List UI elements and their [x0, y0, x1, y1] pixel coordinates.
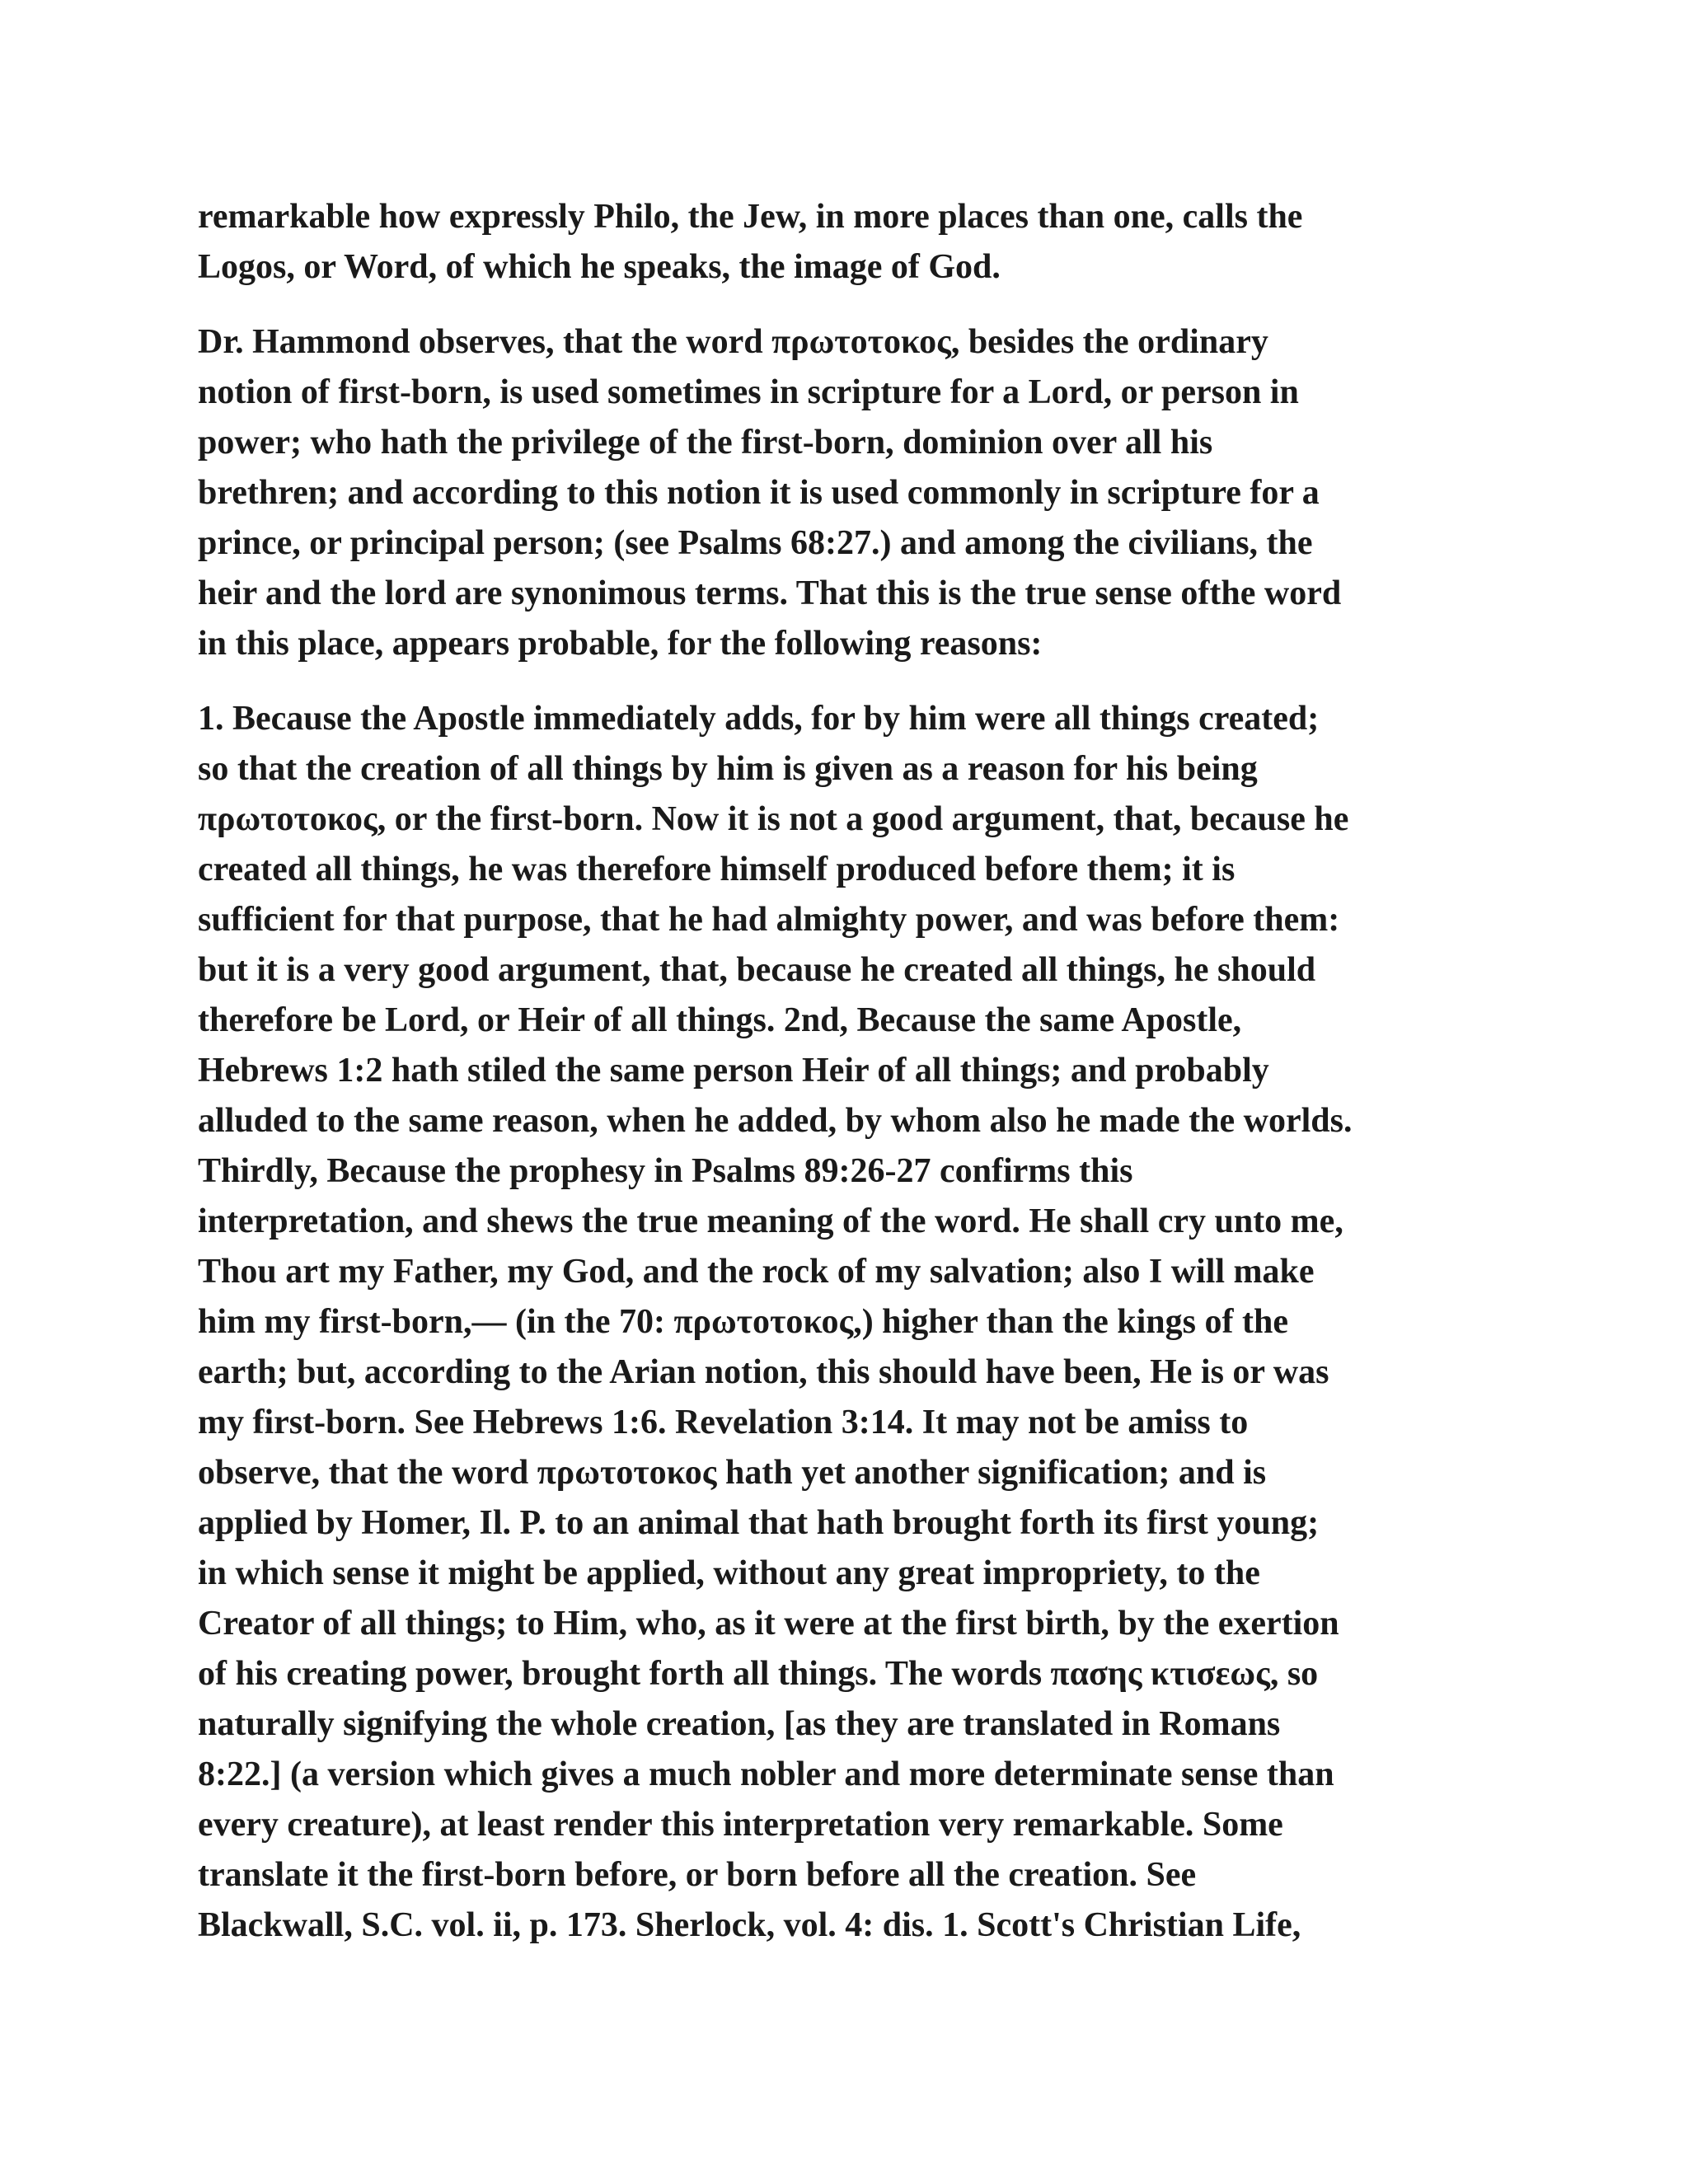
text-line: remarkable how expressly Philo, the Jew, in more places than one, calls the: [198, 198, 1303, 236]
text-line: observe, that the word πρωτοτοκος hath yet another signification; and is: [198, 1454, 1267, 1492]
paragraph-gap: [198, 669, 1492, 694]
text-line: every creature), at least render this interpretation very remarkable. Some: [198, 1806, 1283, 1844]
text-line: Logos, or Word, of which he speaks, the image of God.: [198, 248, 1001, 286]
paragraph-gap: [198, 293, 1492, 317]
text-line: Creator of all things; to Him, who, as it were at the first birth, by the exertion: [198, 1605, 1339, 1643]
text-line: Thou art my Father, my God, and the rock of my salvation; also I will make: [198, 1253, 1315, 1291]
text-line: my first-born. See Hebrews 1:6. Revelation 3:14. It may not be amiss to: [198, 1404, 1249, 1441]
text-line: notion of first-born, is used sometimes in scripture for a Lord, or person in: [198, 373, 1299, 411]
text-line: applied by Homer, Il. P. to an animal that hath brought forth its first young;: [198, 1504, 1320, 1542]
paragraph-3: [198, 694, 1492, 1951]
text-line: brethren; and according to this notion it is used commonly in scripture for a: [198, 474, 1320, 512]
paragraph-2: [198, 317, 1492, 669]
text-line: earth; but, according to the Arian notion, this should have been, He is or was: [198, 1353, 1329, 1391]
text-line: interpretation, and shews the true meaning of the word. He shall cry unto me,: [198, 1202, 1343, 1240]
text-line: translate it the first-born before, or born before all the creation. See: [198, 1856, 1197, 1894]
text-line: so that the creation of all things by him is given as a reason for his being: [198, 750, 1258, 788]
text-line: sufficient for that purpose, that he had almighty power, and was before them:: [198, 901, 1340, 939]
text-line: created all things, he was therefore himself produced before them; it is: [198, 851, 1236, 888]
text-line: 8:22.] (a version which gives a much nobler and more determinate sense than: [198, 1755, 1334, 1793]
text-line: but it is a very good argument, that, because he created all things, he should: [198, 951, 1316, 989]
body-text: [198, 192, 1492, 1951]
text-line: in which sense it might be applied, without any great impropriety, to the: [198, 1554, 1260, 1592]
text-line: of his creating power, brought forth all things. The words πασης κτισεως, so: [198, 1655, 1319, 1693]
text-line: alluded to the same reason, when he added, by whom also he made the worlds.: [198, 1102, 1353, 1140]
text-line: heir and the lord are synonimous terms. That this is the true sense ofthe word: [198, 574, 1342, 612]
text-line: 1. Because the Apostle immediately adds, for by him were all things created;: [198, 700, 1320, 738]
text-line: in this place, appears probable, for the following reasons:: [198, 625, 1043, 663]
text-line: prince, or principal person; (see Psalms 68:27.) and among the civilians, the: [198, 524, 1313, 562]
text-line: Hebrews 1:2 hath stiled the same person Heir of all things; and probably: [198, 1052, 1269, 1090]
text-line: naturally signifying the whole creation, [as they are translated in Romans: [198, 1705, 1281, 1743]
text-line: power; who hath the privilege of the first-born, dominion over all his: [198, 424, 1213, 462]
paragraph-1: [198, 192, 1492, 293]
text-line: πρωτοτοκος, or the first-born. Now it is not a good argument, that, because he: [198, 800, 1349, 838]
text-line: therefore be Lord, or Heir of all things. 2nd, Because the same Apostle,: [198, 1001, 1242, 1039]
text-line: Thirdly, Because the prophesy in Psalms 89:26-27 confirms this: [198, 1152, 1133, 1190]
text-line: Dr. Hammond observes, that the word πρωτοτοκος, besides the ordinary: [198, 323, 1268, 361]
text-line: Blackwall, S.C. vol. ii, p. 173. Sherlock, vol. 4: dis. 1. Scott's Christian Life,: [198, 1906, 1301, 1944]
text-line: him my first-born,— (in the 70: πρωτοτοκος,) higher than the kings of the: [198, 1303, 1288, 1341]
